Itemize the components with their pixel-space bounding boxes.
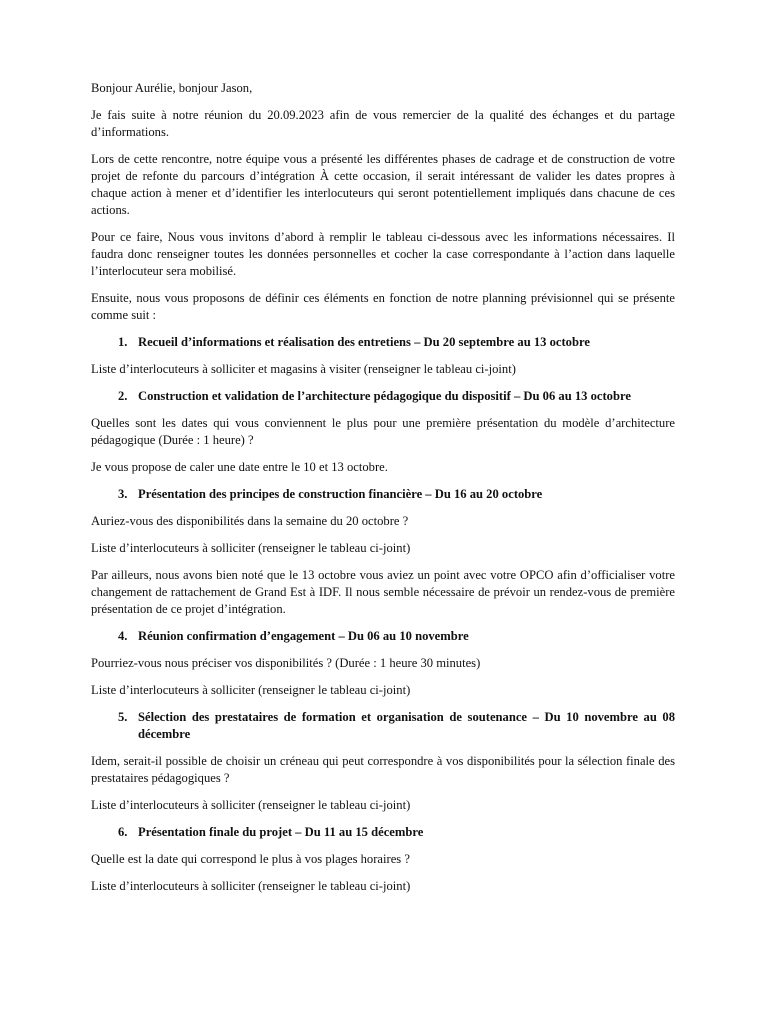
section-title: Construction et validation de l’architecture pédagogique du dispositif – Du 06 au 13 octobre — [138, 389, 631, 403]
section-2-paragraph: Je vous propose de caler une date entre le 10 et 13 octobre. — [91, 460, 388, 474]
section-5-paragraph: Idem, serait-il possible de choisir un créneau qui peut correspondre à vos disponibilités pour la sélection finale des prestataires pédagogiques ? — [91, 754, 675, 785]
section-title: Recueil d’informations et réalisation des entretiens – Du 20 septembre au 13 octobre — [138, 335, 590, 349]
section-heading-2 — [91, 388, 675, 405]
paragraph-instructions: Pour ce faire, Nous vous invitons d’abord à remplir le tableau ci-dessous avec les informations nécessaires. Il faudra donc renseigner toutes les données personnelles et cocher la case correspondante à l’action dans laquelle l’interlocuteur sera mobilisé. — [91, 230, 675, 278]
section-title: Sélection des prestataires de formation et organisation de soutenance – Du 10 novembre au 08 décembre — [138, 710, 675, 741]
paragraph-context: Lors de cette rencontre, notre équipe vous a présenté les différentes phases de cadrage et de construction de votre projet de refonte du parcours d’intégration À cette occasion, il serait intéressant de valider les dates propres à chaque action à mener et d’identifier les interlocuteurs qui seront potentiellement impliqués dans chacune de ces actions. — [91, 152, 675, 217]
greeting: Bonjour Aurélie, bonjour Jason, — [91, 81, 253, 95]
section-heading-3 — [91, 486, 675, 503]
paragraph-intro: Je fais suite à notre réunion du 20.09.2023 afin de vous remercier de la qualité des échanges et du partage d’informations. — [91, 108, 675, 139]
section-title: Présentation des principes de construction financière – Du 16 au 20 octobre — [138, 487, 543, 501]
section-title: Réunion confirmation d’engagement – Du 06 au 10 novembre — [138, 629, 469, 643]
section-number: 2. — [118, 389, 128, 403]
section-number: 6. — [118, 825, 128, 839]
section-6-paragraph: Liste d’interlocuteurs à solliciter (renseigner le tableau ci-joint) — [91, 879, 411, 893]
section-6-paragraph: Quelle est la date qui correspond le plus à vos plages horaires ? — [91, 852, 410, 866]
section-1-paragraph: Liste d’interlocuteurs à solliciter et magasins à visiter (renseigner le tableau ci-joint) — [91, 362, 516, 376]
section-3-paragraph: Par ailleurs, nous avons bien noté que le 13 octobre vous aviez un point avec votre OPCO afin d’officialiser votre changement de rattachement de Grand Est à IDF. Il nous semble nécessaire de prévoir un rendez-vous de première présentation de ce projet d’intégration. — [91, 568, 675, 616]
section-5-paragraph: Liste d’interlocuteurs à solliciter (renseigner le tableau ci-joint) — [91, 798, 411, 812]
section-title: Présentation finale du projet – Du 11 au 15 décembre — [138, 825, 424, 839]
section-heading-5 — [91, 709, 675, 743]
section-heading-1 — [91, 334, 675, 351]
section-3-paragraph: Auriez-vous des disponibilités dans la semaine du 20 octobre ? — [91, 514, 409, 528]
section-4-paragraph: Pourriez-vous nous préciser vos disponibilités ? (Durée : 1 heure 30 minutes) — [91, 656, 481, 670]
section-heading-6 — [91, 824, 675, 841]
section-number: 5. — [118, 710, 128, 724]
section-3-paragraph: Liste d’interlocuteurs à solliciter (renseigner le tableau ci-joint) — [91, 541, 411, 555]
section-number: 3. — [118, 487, 128, 501]
section-4-paragraph: Liste d’interlocuteurs à solliciter (renseigner le tableau ci-joint) — [91, 683, 411, 697]
paragraph-planning: Ensuite, nous vous proposons de définir ces éléments en fonction de notre planning prévisionnel qui se présente comme suit : — [91, 291, 675, 322]
document-page — [91, 80, 675, 905]
section-2-paragraph: Quelles sont les dates qui vous conviennent le plus pour une première présentation du modèle d’architecture pédagogique (Durée : 1 heure) ? — [91, 416, 675, 447]
section-number: 1. — [118, 335, 128, 349]
section-heading-4 — [91, 628, 675, 645]
section-number: 4. — [118, 629, 128, 643]
